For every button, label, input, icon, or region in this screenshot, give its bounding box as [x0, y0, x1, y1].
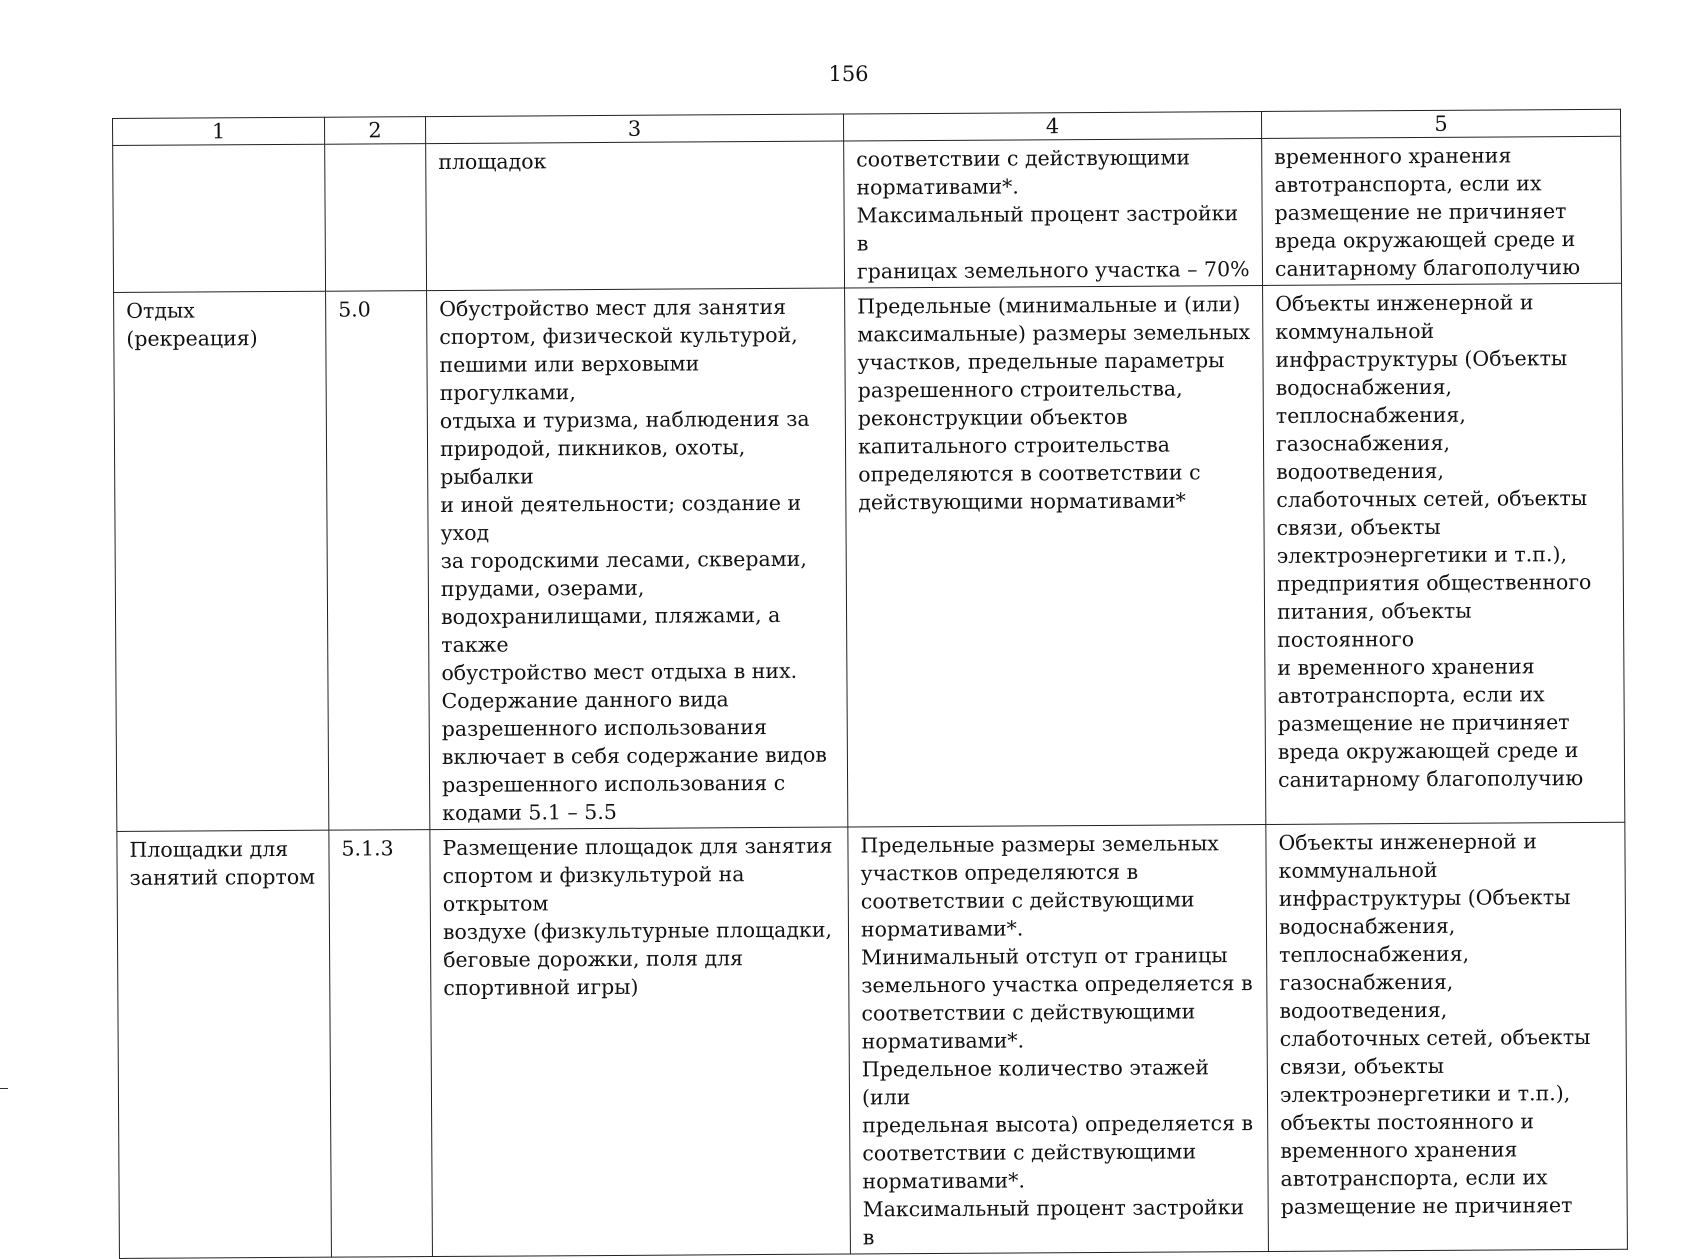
margin-tick: [0, 1088, 8, 1089]
column-number-4: 4: [843, 111, 1261, 141]
use-type-description: площадок: [426, 141, 845, 291]
column-number-5: 5: [1261, 109, 1620, 138]
use-type-name: [113, 144, 326, 292]
building-parameters: соответствии с действующими нормативами*. Максимальный процент застройки в границах земельного участка – 70%: [844, 138, 1263, 288]
column-number-3: 3: [425, 114, 843, 144]
use-type-description: Обустройство мест для занятия спортом, физической культурой, пешими или верховыми прогулками, отдыха и туризма, наблюдения за природой, пикников, охоты, рыбалки и иной деятельности; создание и уход за городскими лесами, скверами, прудами, озерами, водохранилищами, пляжами, а также обустройство мест отдыха в них. Содержание данного вида разрешенного использования включает в себя содержание видов разрешенного использования с кодами 5.1 – 5.5: [427, 288, 848, 830]
table-row: [114, 283, 1625, 831]
use-type-name: Отдых (рекреация): [114, 291, 329, 831]
table-row: [113, 136, 1622, 292]
use-type-code: [325, 144, 427, 292]
building-parameters: Предельные размеры земельных участков определяются в соответствии с действующими нормативами*. Минимальный отступ от границы земельного участка определяется в соответствии с действующими нормативами*. Предельное количество этажей (или предельная высота) определяется в соответствии с действующими нормативами*. Максимальный процент застройки в: [848, 824, 1269, 1254]
use-type-code: 5.0: [326, 291, 430, 831]
building-parameters: Предельные (минимальные и (или) максимальные) размеры земельных участков, предельные параметры разрешенного строительства, реконструкции объектов капитального строительства определяются в соответствии с действующими нормативами*: [845, 285, 1266, 827]
page-number: 156: [828, 62, 869, 86]
auxiliary-uses: временного хранения автотранспорта, если их размещение не причиняет вреда окружающей среде и санитарному благополучию: [1262, 136, 1622, 285]
column-number-1: 1: [113, 117, 325, 145]
auxiliary-uses: Объекты инженерной и коммунальной инфраструктуры (Объекты водоснабжения, теплоснабжения, газоснабжения, водоотведения, слаботочных сетей, объекты связи, объекты электроэнергетики и т.п.), предприятия общественного питания, объекты постоянного и временного хранения автотранспорта, если их размещение не причиняет вреда окружающей среде и санитарному благополучию: [1263, 283, 1625, 824]
auxiliary-uses: Объекты инженерной и коммунальной инфраструктуры (Объекты водоснабжения, теплоснабжения, газоснабжения, водоотведения, слаботочных сетей, объекты связи, объекты электроэнергетики и т.п.), объекты постоянного и временного хранения автотранспорта, если их размещение не причиняет: [1266, 822, 1628, 1251]
use-type-description: Размещение площадок для занятия спортом и физкультурой на открытом воздухе (физкультурные площадки, беговые дорожки, поля для спортивной игры): [430, 827, 851, 1257]
column-number-2: 2: [324, 117, 425, 145]
table-row: [117, 822, 1628, 1258]
regulations-table: [112, 109, 1628, 1259]
regulations-table-wrapper: [112, 109, 1627, 1259]
use-type-name: Площадки для занятий спортом: [117, 830, 332, 1258]
use-type-code: 5.1.3: [329, 830, 433, 1258]
